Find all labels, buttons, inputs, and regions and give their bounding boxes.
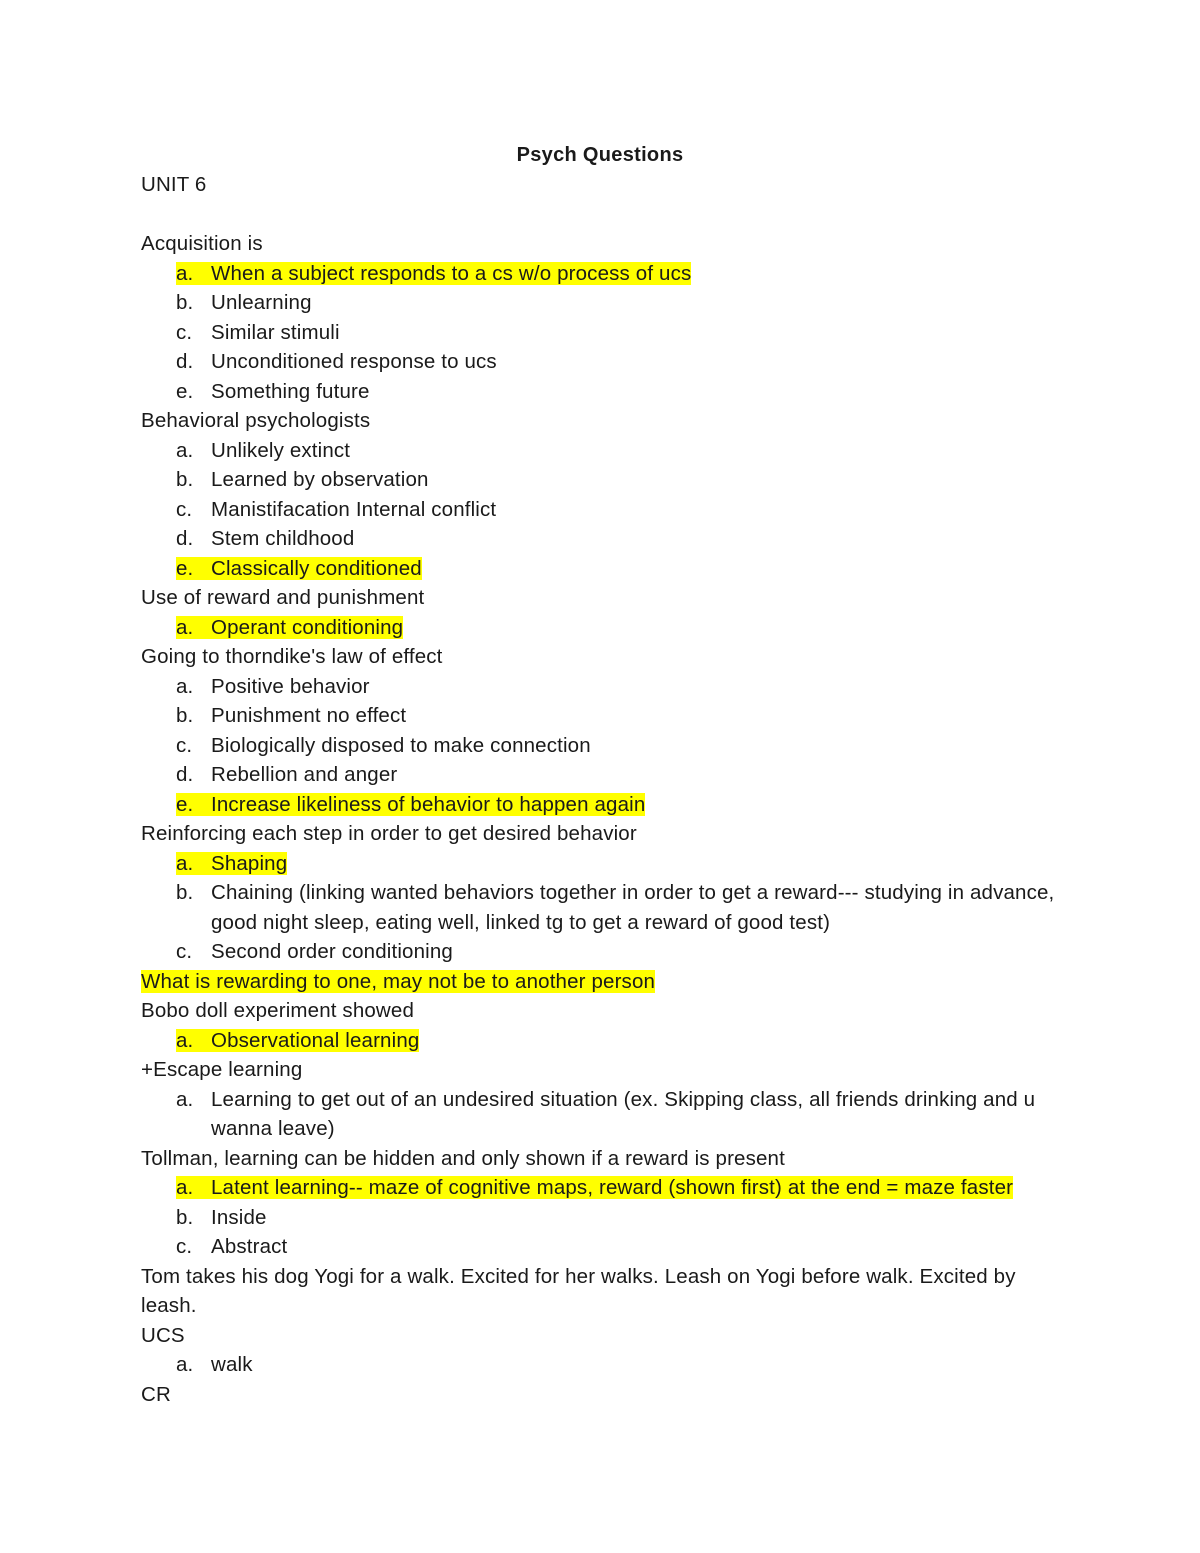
question-text: Acquisition is [141, 232, 263, 255]
option-letter-text: b. [176, 468, 194, 491]
option-letter [176, 318, 211, 348]
option-text-content: Something future [211, 379, 370, 403]
answer-options [141, 1350, 1061, 1380]
question-text: Use of reward and punishment [141, 586, 425, 609]
answer-option-highlighted [141, 849, 1061, 879]
option-text-content: Learning to get out of an undesired situation (ex. Skipping class, all friends drinking and u wanna leave) [211, 1087, 1036, 1140]
option-text [211, 318, 1061, 348]
option-text [211, 524, 1061, 554]
option-letter [176, 1085, 211, 1144]
option-letter-text: c. [176, 497, 193, 521]
option-letter [176, 524, 211, 554]
option-text-content: Operant conditioning [199, 616, 403, 639]
option-text-content: Second order conditioning [211, 940, 453, 963]
option-text-content: Rebellion and anger [211, 763, 398, 786]
answer-option [141, 937, 1061, 967]
option-letter-text: e. [176, 557, 205, 580]
option-letter [176, 1203, 211, 1233]
answer-option-highlighted [141, 259, 1061, 289]
option-text-content: Abstract [211, 1235, 288, 1258]
option-letter-text: c. [176, 320, 193, 344]
answer-option [141, 1232, 1061, 1262]
answer-option-highlighted [141, 613, 1061, 643]
option-letter [176, 760, 211, 790]
answer-option [141, 1085, 1061, 1144]
option-letter [176, 731, 211, 761]
option-letter-text: b. [176, 704, 194, 727]
option-text-content: Positive behavior [211, 674, 370, 698]
option-letter [176, 701, 211, 731]
option-letter [176, 347, 211, 377]
answer-option-highlighted [141, 554, 1061, 584]
option-text-content: Stem childhood [211, 527, 355, 550]
option-letter-text: d. [176, 350, 194, 373]
option-text [211, 465, 1061, 495]
question-text: Going to thorndike's law of effect [141, 645, 443, 668]
option-text [211, 288, 1061, 318]
answer-option [141, 760, 1061, 790]
unit-heading: UNIT 6 [141, 173, 207, 196]
option-letter-text: a. [176, 616, 205, 639]
option-letter-text: c. [176, 940, 193, 963]
option-text-content: Unlearning [211, 291, 312, 314]
option-text-content: Inside [211, 1205, 267, 1229]
question-text: Tollman, learning can be hidden and only shown if a reward is present [141, 1146, 785, 1170]
question-text: Reinforcing each step in order to get desired behavior [141, 822, 637, 845]
option-text-content: Latent learning-- maze of cognitive maps, reward (shown first) at the end = maze faster [199, 1176, 1013, 1199]
option-letter-text: a. [176, 852, 205, 875]
option-letter [176, 1232, 211, 1262]
answer-option [141, 731, 1061, 761]
option-letter [176, 465, 211, 495]
option-text [211, 701, 1061, 731]
option-letter-text: e. [176, 379, 194, 403]
option-text [211, 790, 1061, 820]
option-text-content: Chaining (linking wanted behaviors together in order to get a reward--- studying in advance, good night sleep, eating well, linked tg to get a reward of good test) [211, 881, 1055, 934]
option-text [211, 731, 1061, 761]
option-letter [176, 937, 211, 967]
option-text-content: Shaping [199, 852, 287, 875]
option-text-content: Punishment no effect [211, 704, 407, 727]
option-text [211, 259, 1061, 289]
option-text-content: Similar stimuli [211, 320, 340, 344]
option-letter [176, 377, 211, 407]
option-letter [176, 288, 211, 318]
option-text-content: Learned by observation [211, 468, 429, 491]
option-text [211, 436, 1061, 466]
option-letter [176, 878, 211, 937]
answer-option [141, 377, 1061, 407]
option-text [211, 347, 1061, 377]
option-text-content: Unlikely extinct [211, 438, 351, 462]
question-text: Behavioral psychologists [141, 409, 371, 432]
option-letter [176, 1350, 211, 1380]
option-letter [176, 436, 211, 466]
option-letter-text: d. [176, 763, 194, 786]
answer-options [141, 436, 1061, 584]
answer-option-highlighted [141, 790, 1061, 820]
option-text-content: Unconditioned response to ucs [211, 350, 497, 373]
answer-options [141, 849, 1061, 967]
option-letter-text: a. [176, 1353, 194, 1376]
answer-option [141, 347, 1061, 377]
option-letter-text: a. [176, 1029, 205, 1052]
option-text-content: walk [211, 1353, 253, 1376]
option-text [211, 613, 1061, 643]
option-letter-text: b. [176, 881, 194, 904]
answer-options [141, 613, 1061, 643]
answer-option [141, 288, 1061, 318]
option-letter-text: a. [176, 262, 205, 285]
option-letter-text: a. [176, 1176, 205, 1199]
option-letter-text: a. [176, 674, 194, 698]
option-letter-text: e. [176, 793, 205, 816]
option-text [211, 1350, 1061, 1380]
option-letter [176, 495, 211, 525]
option-letter-text: a. [176, 1087, 194, 1111]
option-text [211, 1026, 1061, 1056]
option-letter-text: c. [176, 1235, 193, 1258]
question-text [141, 967, 1061, 997]
option-text-content: Biologically disposed to make connection [211, 733, 591, 757]
option-text-content: Classically conditioned [199, 557, 422, 580]
answer-option [141, 1203, 1061, 1233]
answer-option [141, 318, 1061, 348]
document-title: Psych Questions [516, 144, 684, 166]
option-letter-text: a. [176, 438, 194, 462]
answer-option [141, 1350, 1061, 1380]
option-letter-text: d. [176, 527, 194, 550]
option-text-content: When a subject responds to a cs w/o process of ucs [199, 262, 691, 285]
option-text [211, 1085, 1061, 1144]
option-text [211, 554, 1061, 584]
question-text: Tom takes his dog Yogi for a walk. Excited for her walks. Leash on Yogi before walk. Excited by leash. [141, 1264, 1016, 1317]
answer-option [141, 672, 1061, 702]
answer-option [141, 436, 1061, 466]
document-body [141, 170, 1061, 1409]
option-letter-text: b. [176, 291, 194, 314]
answer-option [141, 465, 1061, 495]
answer-options [141, 259, 1061, 407]
option-text [211, 377, 1061, 407]
question-text: UCS [141, 1323, 185, 1347]
answer-options [141, 1085, 1061, 1144]
answer-options [141, 672, 1061, 820]
answer-options [141, 1173, 1061, 1262]
option-text [211, 1232, 1061, 1262]
question-text: Bobo doll experiment showed [141, 999, 414, 1022]
option-text [211, 1173, 1061, 1203]
option-text-content: Manistifacation Internal conflict [211, 497, 497, 521]
option-letter-text: c. [176, 733, 193, 757]
answer-option [141, 878, 1061, 937]
option-letter-text: b. [176, 1205, 194, 1229]
answer-options [141, 1026, 1061, 1056]
answer-option [141, 524, 1061, 554]
option-text [211, 760, 1061, 790]
question-text: CR [141, 1382, 171, 1406]
highlighted-question: What is rewarding to one, may not be to another person [141, 969, 656, 993]
option-text [211, 937, 1061, 967]
answer-option-highlighted [141, 1026, 1061, 1056]
question-text: +Escape learning [141, 1058, 303, 1081]
option-text [211, 495, 1061, 525]
answer-option [141, 495, 1061, 525]
option-letter [176, 672, 211, 702]
option-text [211, 849, 1061, 879]
answer-option-highlighted [141, 1173, 1061, 1203]
option-text-content: Increase likeliness of behavior to happen again [199, 793, 645, 816]
answer-option [141, 701, 1061, 731]
option-text [211, 1203, 1061, 1233]
option-text-content: Observational learning [199, 1029, 419, 1052]
option-text [211, 878, 1061, 937]
option-text [211, 672, 1061, 702]
